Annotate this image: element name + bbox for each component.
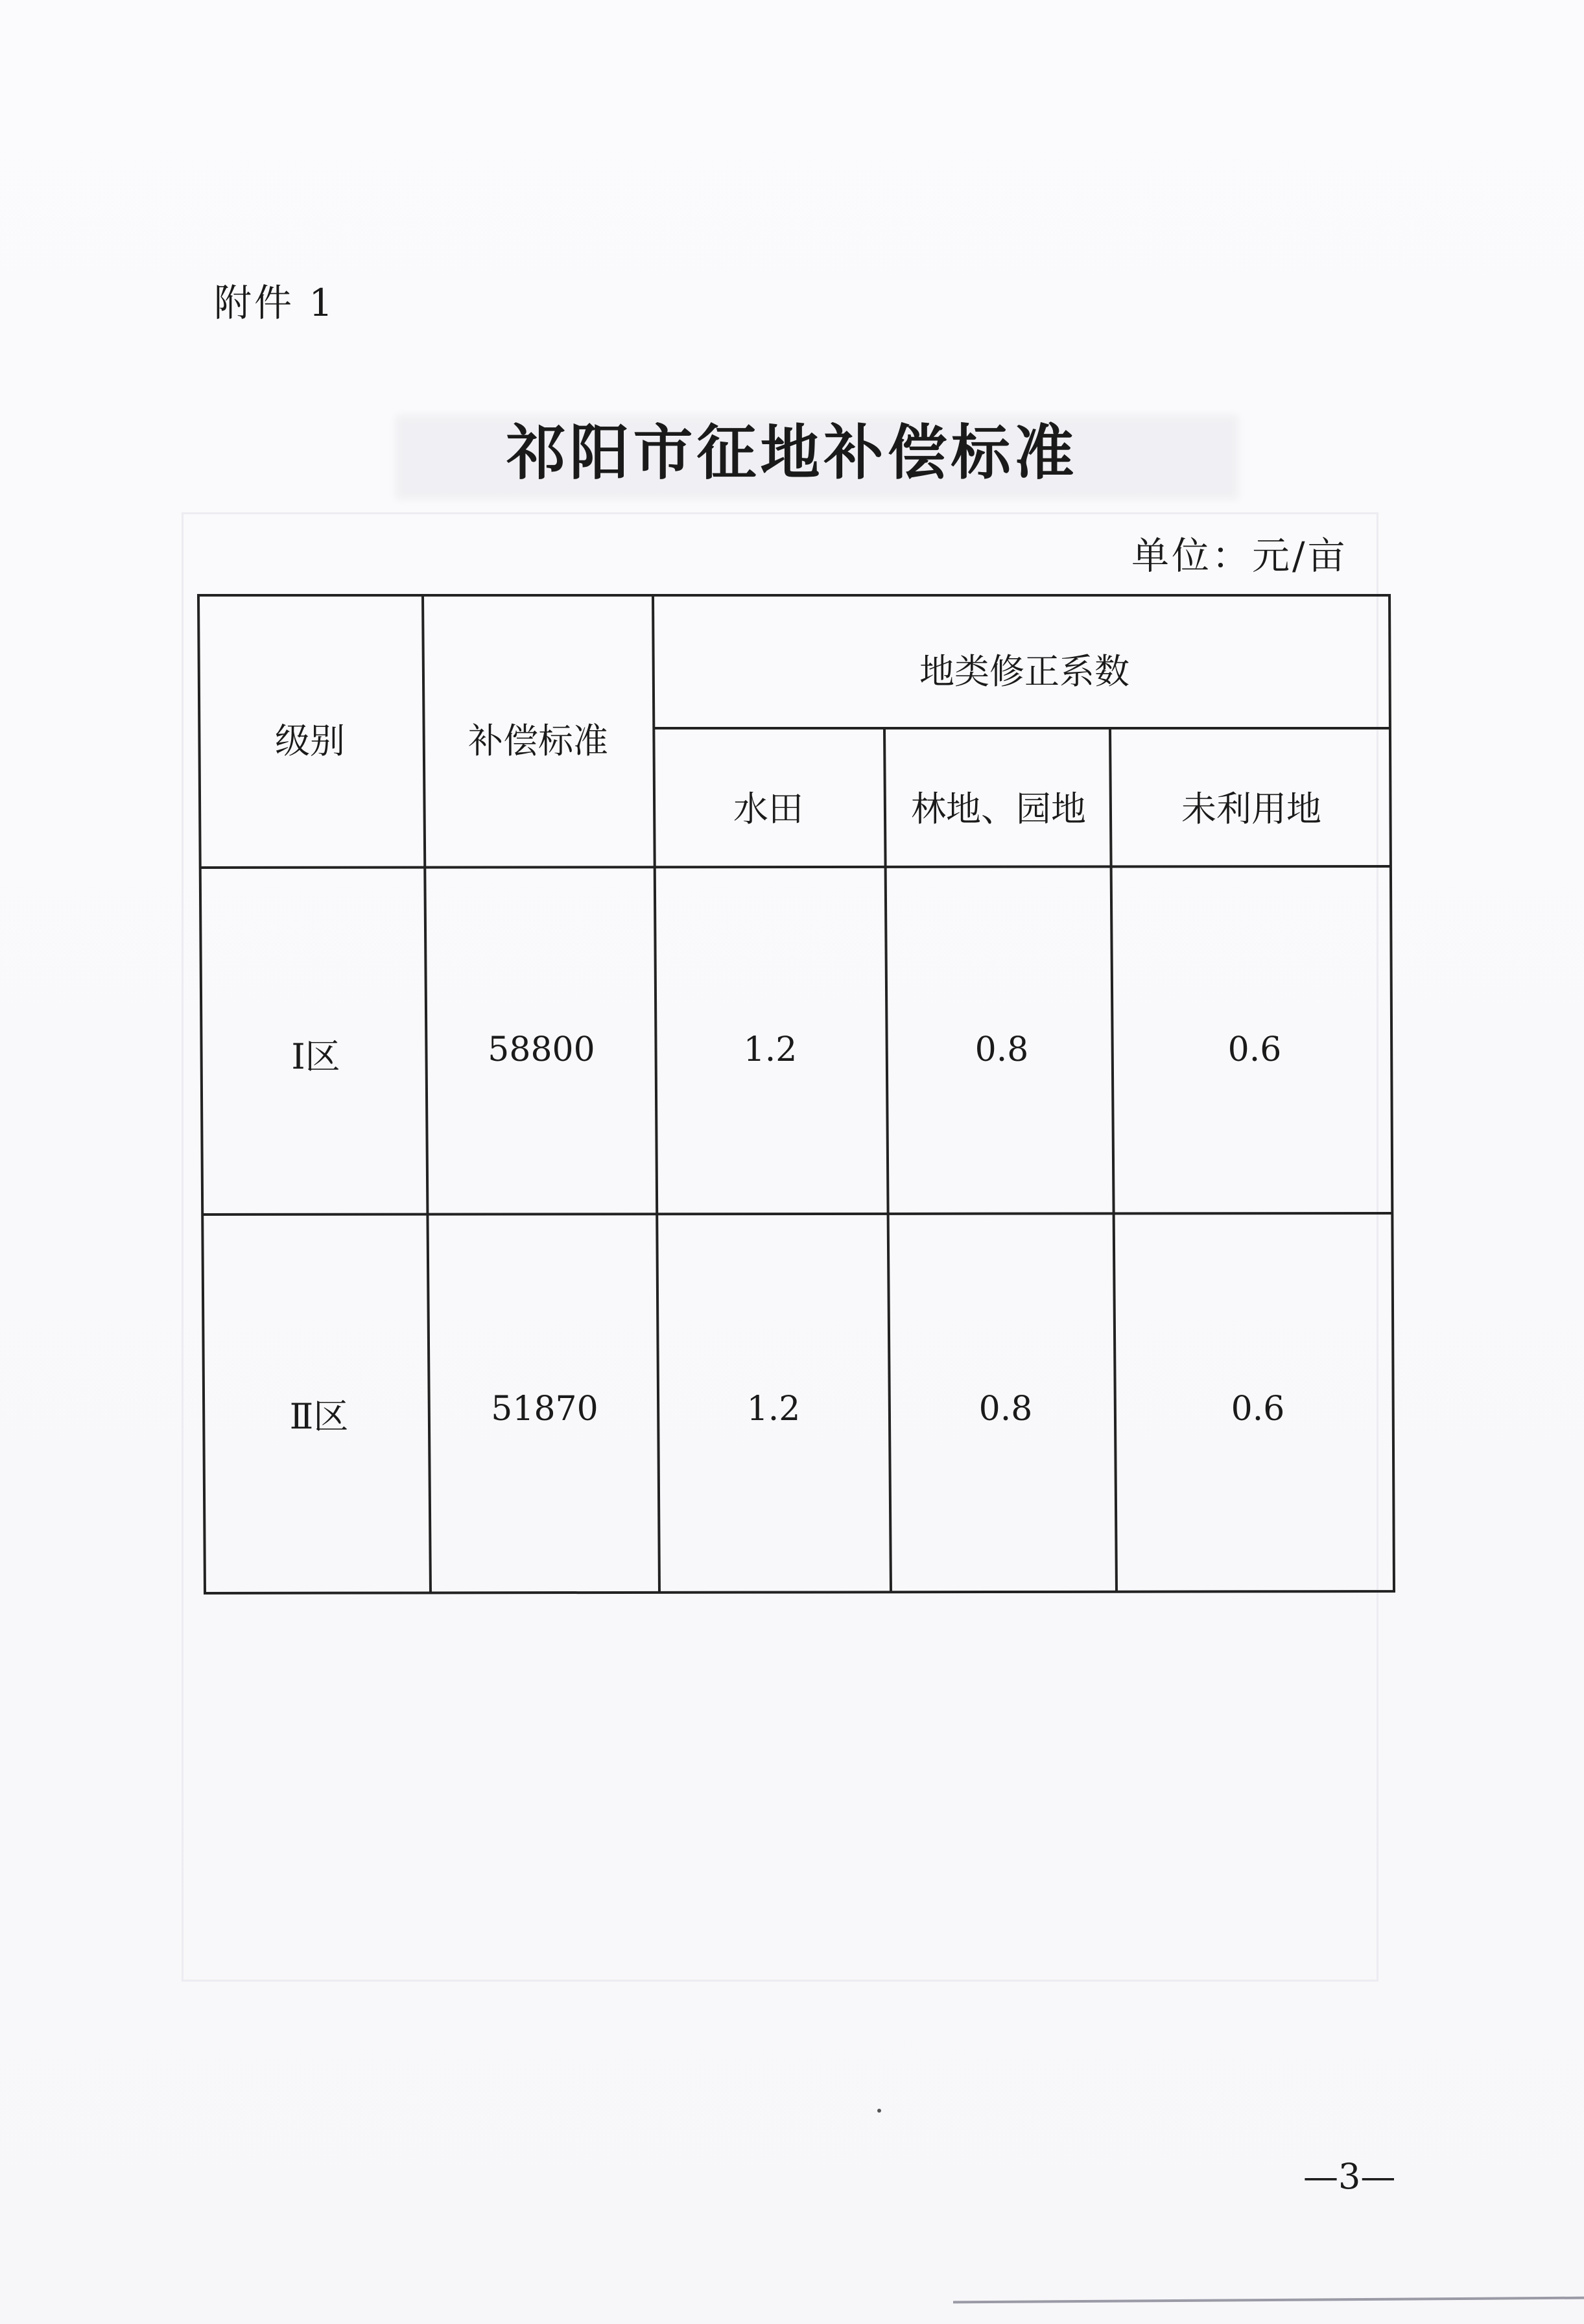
- header-level: 级别: [275, 720, 345, 761]
- attachment-label: 附件 1: [214, 281, 336, 325]
- row1-level: Ⅰ区: [291, 1036, 340, 1077]
- row2-forest-garden: 0.8: [978, 1390, 1033, 1429]
- row-separator-line: [202, 1213, 1393, 1215]
- row2-paddy: 1.2: [746, 1390, 801, 1429]
- row1-compensation: 58800: [488, 1030, 595, 1069]
- col-line-1: [423, 595, 431, 1593]
- row2-unused: 0.6: [1231, 1390, 1285, 1429]
- col-line-2: [653, 595, 659, 1593]
- page-number: —3—: [1303, 2156, 1396, 2197]
- row2-compensation: 51870: [491, 1390, 598, 1429]
- row1-unused: 0.6: [1227, 1030, 1282, 1069]
- row2-level: Ⅱ区: [289, 1396, 349, 1437]
- speck: [877, 2109, 881, 2113]
- row1-paddy: 1.2: [743, 1030, 798, 1069]
- header-paddy: 水田: [733, 788, 803, 829]
- col-line-3: [884, 728, 891, 1592]
- header-bottom-line: [200, 866, 1391, 868]
- table-border: [198, 595, 1394, 1593]
- page-title: 祁阳市征地补偿标准: [506, 418, 1078, 488]
- header-unused: 未利用地: [1181, 788, 1321, 829]
- header-forest-garden: 林地、园地: [911, 788, 1086, 829]
- header-compensation: 补偿标准: [468, 720, 608, 761]
- row1-forest-garden: 0.8: [975, 1030, 1029, 1069]
- header-coefficient-group: 地类修正系数: [919, 651, 1129, 692]
- col-line-4: [1110, 728, 1117, 1592]
- unit-label: 单位：元/亩: [1131, 534, 1348, 578]
